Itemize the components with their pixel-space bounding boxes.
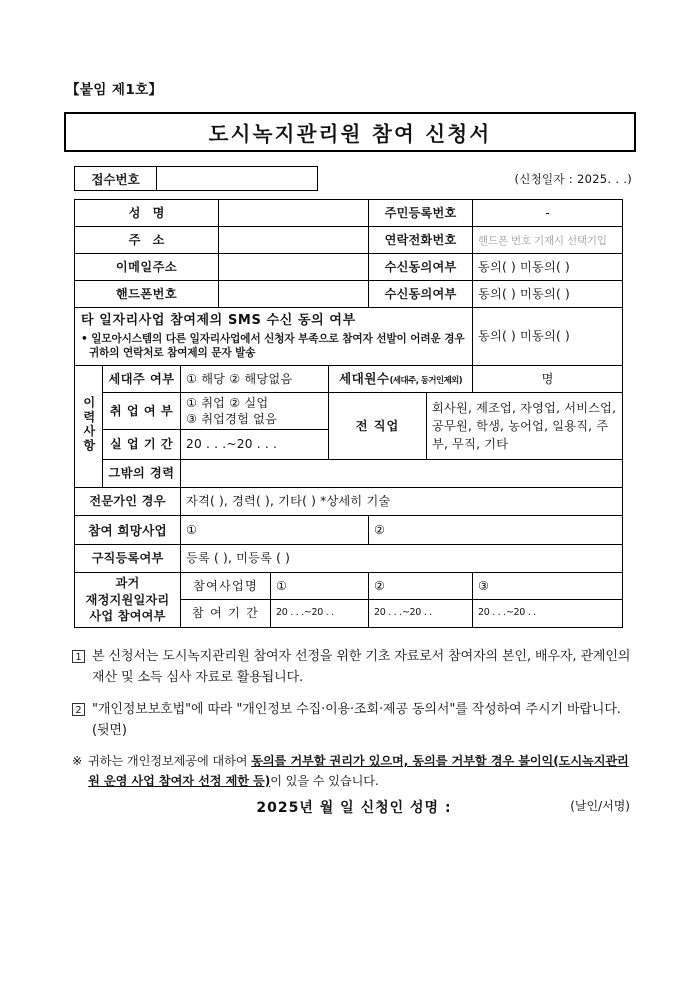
table-row (75, 516, 623, 545)
job-registration-options[interactable]: 등록 ( ), 미등록 ( ) (181, 545, 623, 573)
past-program-2[interactable]: ② (369, 573, 473, 600)
email-consent-label: 수신동의여부 (369, 254, 473, 281)
table-row (75, 573, 623, 600)
desired-program-1[interactable]: ① (181, 516, 369, 545)
rrn-label: 주민등록번호 (369, 200, 473, 227)
household-count-unit: 명 (541, 371, 554, 386)
note-text: "개인정보보호법"에 따라 "개인정보 수집·이용·조회·제공 동의서"를 작성하여 주시기 바랍니다.(뒷면) (92, 701, 621, 738)
name-label: 성 명 (75, 200, 219, 227)
privacy-warning-note (72, 752, 636, 792)
history-section-label-text: 이력사항 (81, 396, 96, 453)
rrn-input[interactable]: - (473, 200, 623, 227)
application-date-text: (신청일자 : 2025. . .) (514, 171, 632, 186)
notes-section (72, 646, 636, 818)
sms-consent-cell (75, 308, 473, 366)
past-period-label: 참 여 기 간 (181, 600, 271, 627)
desired-program-2[interactable]: ② (369, 516, 623, 545)
household-count-label (329, 366, 473, 393)
past-program-1[interactable]: ① (271, 573, 369, 600)
note-item (72, 646, 636, 688)
privacy-warning-prefix: 귀하는 개인정보제공에 대하여 (88, 753, 252, 768)
phone-placeholder: 핸드폰 번호 기재시 선택기입 (478, 234, 607, 247)
privacy-warning-suffix: 이 있을 수 있습니다. (270, 773, 379, 788)
household-count-input[interactable] (473, 366, 623, 393)
note-number: 1 (72, 650, 85, 663)
table-row (75, 545, 623, 573)
sms-consent-title: 타 일자리사업 참여제의 SMS 수신 동의 여부 (81, 313, 356, 328)
table-row (75, 460, 623, 488)
employment-status-label: 취 업 여 부 (103, 393, 181, 430)
history-section-label (75, 366, 103, 488)
past-participation-label-l2: 재정지원일자리 (85, 592, 170, 607)
address-label: 주 소 (75, 227, 219, 254)
note-item (72, 699, 636, 741)
signature-date-and-name[interactable]: 2025년 월 일 신청인 성명 : (256, 800, 452, 817)
past-participation-label-l1: 과거 (115, 576, 140, 591)
email-consent-options[interactable]: 동의( ) 미동의( ) (473, 254, 623, 281)
name-input[interactable] (219, 200, 369, 227)
receipt-number-input[interactable] (157, 167, 317, 190)
household-head-options[interactable]: ① 해당 ② 해당없음 (181, 366, 329, 393)
page-title: 도시녹지관리원 참여 신청서 (208, 122, 492, 146)
mobile-label: 핸드폰번호 (75, 281, 219, 308)
mobile-input[interactable] (219, 281, 369, 308)
signature-seal-note: (날인/서명) (570, 799, 630, 814)
household-head-label: 세대주 여부 (103, 366, 181, 393)
past-period-3[interactable]: 20 . . .~20 . . (473, 600, 623, 627)
note-text: 본 신청서는 도시녹지관리원 참여자 선정을 위한 기초 자료로서 참여자의 본인, 배우자, 관계인의 재산 및 소득 심사 자료로 활용됩니다. (92, 648, 631, 685)
mobile-consent-label: 수신동의여부 (369, 281, 473, 308)
past-program-name-label: 참여사업명 (181, 573, 271, 600)
receipt-number-label: 접수번호 (75, 167, 157, 190)
past-period-2[interactable]: 20 . . .~20 . . (369, 600, 473, 627)
employment-option-line1: ① 취업 ② 실업 (186, 395, 269, 410)
signature-line (72, 797, 636, 817)
table-row (75, 393, 623, 430)
previous-job-options: 회사원, 제조업, 자영업, 서비스업, 공무원, 학생, 농어업, 일용직, 주부, 무직, 기타 (427, 393, 623, 460)
sms-consent-options[interactable]: 동의( ) 미동의( ) (473, 308, 623, 366)
past-program-3[interactable]: ③ (473, 573, 623, 600)
asterisk-icon: ※ (72, 753, 83, 768)
employment-option-line2: ③ 취업경험 없음 (186, 412, 278, 427)
phone-label: 연락전화번호 (369, 227, 473, 254)
table-row (75, 308, 623, 366)
application-form-table (74, 199, 623, 628)
attachment-label: 【붙임 제1호】 (66, 82, 163, 98)
privacy-warning-text (88, 752, 636, 792)
household-count-label-text: 세대원수 (338, 371, 390, 387)
email-label: 이메일주소 (75, 254, 219, 281)
receipt-row (74, 166, 636, 191)
phone-input[interactable] (473, 227, 623, 254)
expert-input[interactable]: 자격( ), 경력( ), 기타( ) *상세히 기술 (181, 488, 623, 516)
table-row (75, 488, 623, 516)
note-number: 2 (72, 703, 85, 716)
job-registration-label: 구직등록여부 (75, 545, 181, 573)
sms-consent-detail: • 일모아시스템의 다른 일자리사업에서 신청자 부족으로 참여자 선발이 어려운 경우 귀하의 연락처로 참여제의 문자 발송 (81, 332, 465, 360)
unemployment-period-input[interactable]: 20 . . .~20 . . . (181, 430, 329, 460)
past-period-1[interactable]: 20 . . .~20 . . (271, 600, 369, 627)
table-row (75, 227, 623, 254)
past-participation-label-l3: 사업 참여여부 (89, 609, 166, 624)
past-participation-label (75, 573, 181, 627)
previous-job-label: 전 직업 (329, 393, 427, 460)
email-input[interactable] (219, 254, 369, 281)
desired-program-label: 참여 희망사업 (75, 516, 181, 545)
employment-status-options[interactable] (181, 393, 329, 430)
unemployment-period-label: 실 업 기 간 (103, 430, 181, 460)
household-count-note: (세대주, 동거인제외) (389, 375, 463, 386)
table-row (75, 254, 623, 281)
receipt-number-box (74, 166, 318, 191)
expert-label: 전문가인 경우 (75, 488, 181, 516)
address-input[interactable] (219, 227, 369, 254)
other-career-label: 그밖의 경력 (103, 460, 181, 488)
table-row (75, 366, 623, 393)
table-row (75, 200, 623, 227)
privacy-warning-underlined: 동의를 거부할 권리가 있으며, 동의를 거부할 경우 불이익(도시녹지관리원 운영 사업 참여자 선정 제한 등) (88, 753, 629, 788)
form-title-box (64, 112, 636, 152)
other-career-input[interactable] (181, 460, 623, 488)
table-row (75, 281, 623, 308)
mobile-consent-options[interactable]: 동의( ) 미동의( ) (473, 281, 623, 308)
